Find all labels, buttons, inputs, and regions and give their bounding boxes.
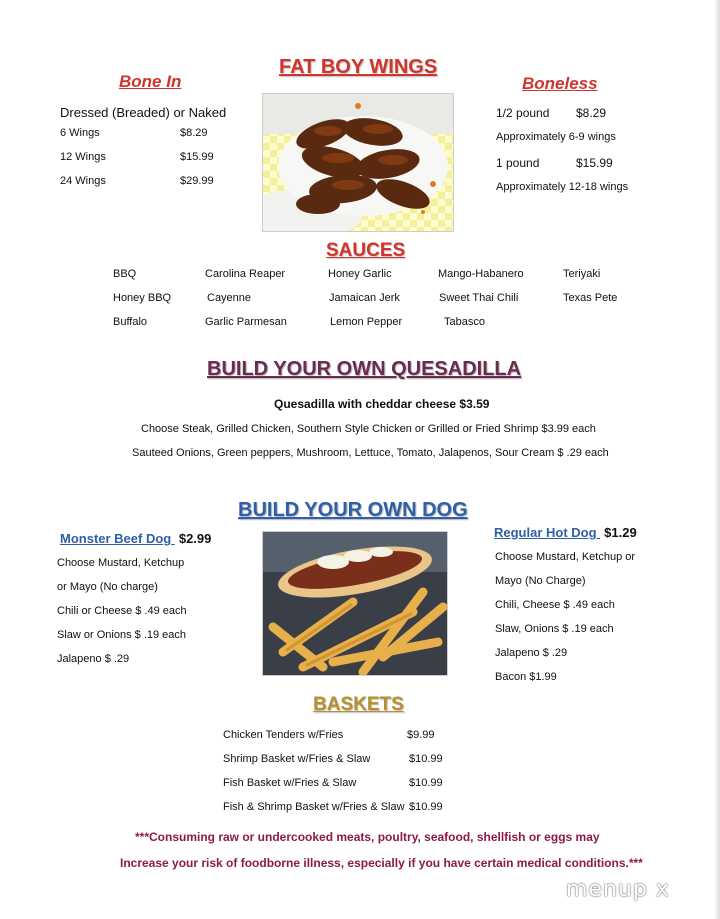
page-title: FAT BOY WINGS	[279, 56, 438, 78]
basket-item-price: $10.99	[409, 801, 443, 813]
sauce-item: Cayenne	[207, 292, 252, 304]
bone-in-subtitle: Dressed (Breaded) or Naked	[60, 105, 227, 120]
sauce-item: BBQ	[113, 268, 137, 280]
boneless-note: Approximately 6-9 wings	[496, 131, 616, 143]
basket-item-name: Chicken Tenders w/Fries	[223, 729, 344, 741]
regular-dog-option: Choose Mustard, Ketchup or	[495, 551, 636, 563]
sauce-item: Honey Garlic	[328, 268, 392, 280]
regular-dog-option: Bacon $1.99	[495, 671, 557, 683]
basket-item-name: Fish & Shrimp Basket w/Fries & Slaw	[223, 801, 405, 813]
sauce-item: Buffalo	[113, 316, 148, 328]
bone-in-item-name: 24 Wings	[60, 175, 106, 187]
sauce-item: Jamaican Jerk	[329, 292, 400, 304]
monster-dog-option: Jalapeno $ .29	[57, 653, 130, 665]
sauce-item: Carolina Reaper	[205, 268, 286, 280]
regular-dog-name: Regular Hot Dog	[494, 525, 601, 540]
sauce-item: Tabasco	[444, 316, 485, 328]
page-edge-shadow	[714, 0, 720, 919]
monster-dog-title	[60, 530, 211, 548]
boneless-item-price: $15.99	[576, 156, 613, 170]
basket-item-price: $10.99	[409, 777, 443, 789]
food-safety-warning-line2: Increase your risk of foodborne illness, especially if you have certain medical conditions.***	[120, 856, 643, 870]
quesadilla-proteins: Choose Steak, Grilled Chicken, Southern Style Chicken or Grilled or Fried Shrimp $3.99 each	[141, 423, 596, 435]
dog-heading: BUILD YOUR OWN DOG	[238, 499, 468, 521]
basket-item-name: Shrimp Basket w/Fries & Slaw	[223, 753, 371, 765]
bone-in-item-name: 6 Wings	[60, 127, 100, 139]
boneless-heading: Boneless	[522, 74, 598, 93]
boneless-item-name: 1/2 pound	[496, 106, 550, 120]
sauce-item: Mango-Habanero	[438, 268, 524, 280]
regular-dog-option: Chili, Cheese $ .49 each	[495, 599, 615, 611]
regular-dog-title	[494, 524, 637, 542]
monster-dog-option: or Mayo (No charge)	[57, 581, 158, 593]
sauce-item: Teriyaki	[563, 268, 601, 280]
boneless-note: Approximately 12-18 wings	[496, 181, 629, 193]
monster-dog-name: Monster Beef Dog	[60, 531, 175, 546]
basket-item-name: Fish Basket w/Fries & Slaw	[223, 777, 357, 789]
bone-in-item-price: $29.99	[180, 175, 214, 187]
regular-dog-option: Mayo (No Charge)	[495, 575, 586, 587]
boneless-item-name: 1 pound	[496, 156, 540, 170]
regular-dog-option: Slaw, Onions $ .19 each	[495, 623, 614, 635]
sauce-item: Garlic Parmesan	[205, 316, 287, 328]
regular-dog-price: $1.29	[604, 525, 637, 540]
baskets-heading: BASKETS	[313, 694, 404, 715]
basket-item-price: $10.99	[409, 753, 443, 765]
quesadilla-heading: BUILD YOUR OWN QUESADILLA	[207, 358, 522, 380]
menupix-watermark: menup x	[566, 877, 670, 902]
monster-dog-option: Choose Mustard, Ketchup	[57, 557, 185, 569]
monster-dog-price: $2.99	[178, 531, 212, 546]
basket-item-price: $9.99	[407, 729, 435, 741]
quesadilla-base: Quesadilla with cheddar cheese $3.59	[274, 397, 490, 411]
monster-dog-option: Chili or Cheese $ .49 each	[57, 605, 187, 617]
sauces-heading: SAUCES	[326, 240, 406, 261]
sauce-item: Texas Pete	[563, 292, 618, 304]
bone-in-item-price: $15.99	[180, 151, 214, 163]
hot-dog-photo	[262, 531, 448, 676]
monster-dog-option: Slaw or Onions $ .19 each	[57, 629, 187, 641]
bone-in-item-name: 12 Wings	[60, 151, 106, 163]
food-safety-warning-line1: ***Consuming raw or undercooked meats, poultry, seafood, shellfish or eggs may	[135, 830, 600, 844]
regular-dog-option: Jalapeno $ .29	[495, 647, 568, 659]
sauce-item: Lemon Pepper	[330, 316, 403, 328]
bone-in-item-price: $8.29	[180, 127, 208, 139]
sauce-item: Sweet Thai Chili	[439, 292, 519, 304]
wings-photo	[262, 93, 454, 232]
bone-in-heading: Bone In	[119, 72, 182, 91]
quesadilla-toppings: Sauteed Onions, Green peppers, Mushroom, Lettuce, Tomato, Jalapenos, Sour Cream $ .29 each	[132, 447, 609, 459]
boneless-item-price: $8.29	[576, 106, 607, 120]
sauce-item: Honey BBQ	[113, 292, 172, 304]
